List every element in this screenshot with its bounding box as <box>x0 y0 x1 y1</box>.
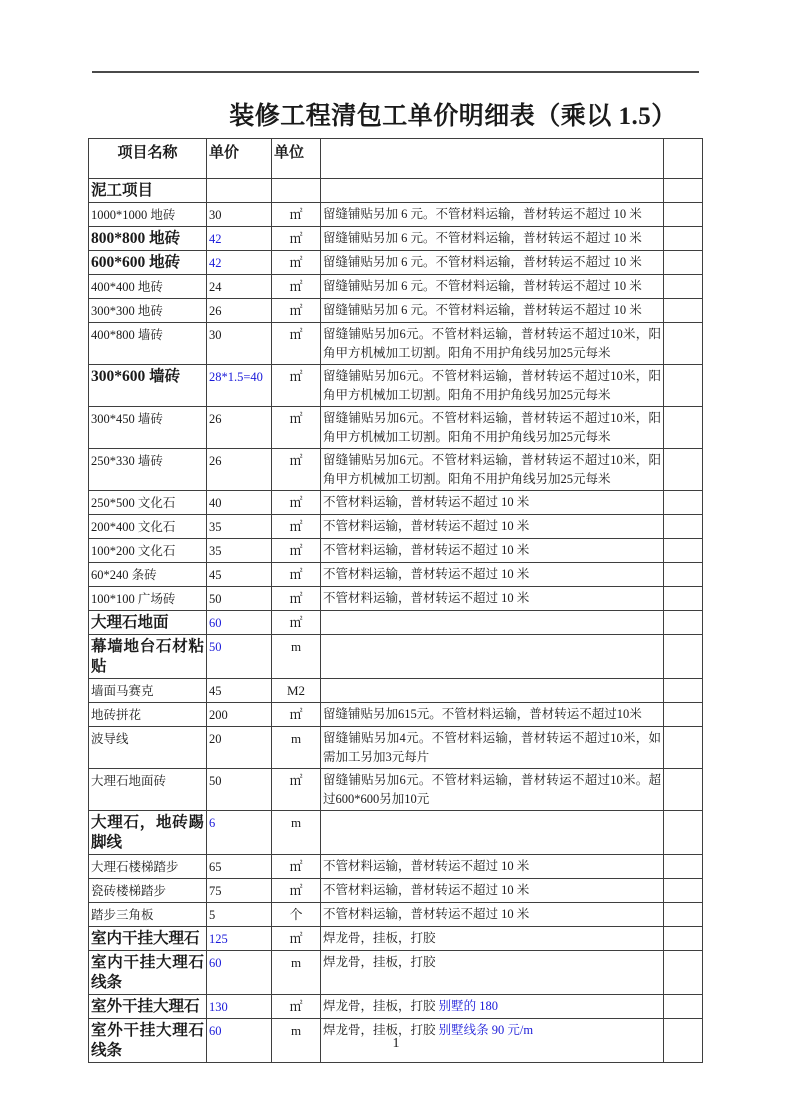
desc-text: 不管材料运输，普材转运不超过 10 米 <box>323 567 530 581</box>
desc-text: 留缝铺贴另加 6 元。不管材料运输，普材转运不超过 10 米 <box>323 231 642 245</box>
table-row <box>89 769 703 811</box>
desc-cell <box>321 539 664 563</box>
desc-cell <box>321 635 664 679</box>
desc-cell <box>321 903 664 927</box>
item-name-cell: 室外干挂大理石线条 <box>89 1019 207 1063</box>
item-name-cell: 踏步三角板 <box>89 903 207 927</box>
extra-cell <box>664 515 703 539</box>
extra-cell <box>664 299 703 323</box>
desc-cell <box>321 491 664 515</box>
table-row <box>89 811 703 855</box>
desc-cell <box>321 275 664 299</box>
item-name-cell: 大理石地面砖 <box>89 769 207 811</box>
unit-cell: m <box>272 951 321 995</box>
price-cell: 65 <box>207 855 272 879</box>
desc-text: 焊龙骨，挂板，打胶 <box>323 931 436 945</box>
unit-cell <box>272 179 321 203</box>
desc-blue-text: 别墅线条 90 元/m <box>438 1023 534 1037</box>
header-unit-price: 单价 <box>207 139 272 179</box>
price-cell: 60 <box>207 1019 272 1063</box>
desc-text: 不管材料运输，普材转运不超过 10 米 <box>323 519 530 533</box>
unit-cell: ㎡ <box>272 587 321 611</box>
desc-text: 留缝铺贴另加 6 元。不管材料运输，普材转运不超过 10 米 <box>323 207 642 221</box>
header-unit: 单位 <box>272 139 321 179</box>
unit-cell: ㎡ <box>272 879 321 903</box>
desc-text: 不管材料运输，普材转运不超过 10 米 <box>323 907 530 921</box>
extra-cell <box>664 491 703 515</box>
unit-cell: ㎡ <box>272 563 321 587</box>
table-row <box>89 275 703 299</box>
item-name-cell: 室外干挂大理石 <box>89 995 207 1019</box>
extra-cell <box>664 539 703 563</box>
item-name-cell: 大理石地面 <box>89 611 207 635</box>
table-row <box>89 855 703 879</box>
item-name-cell: 波导线 <box>89 727 207 769</box>
table-row <box>89 491 703 515</box>
extra-cell <box>664 995 703 1019</box>
item-name-cell: 大理石，地砖踢脚线 <box>89 811 207 855</box>
table-row <box>89 203 703 227</box>
desc-text: 留缝铺贴另加6元。不管材料运输，普材转运不超过10米，阳角甲方机械加工切割。阳角不用护角线另加25元每米 <box>323 327 661 360</box>
price-cell: 125 <box>207 927 272 951</box>
item-name-cell: 泥工项目 <box>89 179 207 203</box>
table-row <box>89 635 703 679</box>
desc-text: 不管材料运输，普材转运不超过 10 米 <box>323 495 530 509</box>
unit-cell: ㎡ <box>272 323 321 365</box>
unit-cell: m <box>272 727 321 769</box>
price-cell: 60 <box>207 611 272 635</box>
extra-cell <box>664 635 703 679</box>
desc-text: 留缝铺贴另加 6 元。不管材料运输，普材转运不超过 10 米 <box>323 255 642 269</box>
header-desc <box>321 139 664 179</box>
header-item-name: 项目名称 <box>89 139 207 179</box>
item-name-cell: 800*800 地砖 <box>89 227 207 251</box>
table-row <box>89 703 703 727</box>
desc-cell <box>321 515 664 539</box>
desc-cell <box>321 179 664 203</box>
extra-cell <box>664 769 703 811</box>
desc-cell <box>321 679 664 703</box>
table-row <box>89 539 703 563</box>
unit-cell: ㎡ <box>272 407 321 449</box>
page-number: 1 <box>392 1036 400 1051</box>
extra-cell <box>664 727 703 769</box>
desc-cell <box>321 299 664 323</box>
item-name-cell: 墙面马赛克 <box>89 679 207 703</box>
desc-text: 不管材料运输，普材转运不超过 10 米 <box>323 859 530 873</box>
unit-cell: ㎡ <box>272 515 321 539</box>
extra-cell <box>664 563 703 587</box>
desc-cell <box>321 703 664 727</box>
unit-cell: m <box>272 811 321 855</box>
table-row <box>89 927 703 951</box>
price-cell: 24 <box>207 275 272 299</box>
extra-cell <box>664 903 703 927</box>
price-cell: 75 <box>207 879 272 903</box>
item-name-cell: 200*400 文化石 <box>89 515 207 539</box>
desc-cell <box>321 927 664 951</box>
table-row <box>89 251 703 275</box>
price-cell: 200 <box>207 703 272 727</box>
item-name-cell: 60*240 条砖 <box>89 563 207 587</box>
price-cell: 40 <box>207 491 272 515</box>
desc-text: 留缝铺贴另加 6 元。不管材料运输，普材转运不超过 10 米 <box>323 279 642 293</box>
unit-cell: M2 <box>272 679 321 703</box>
extra-cell <box>664 811 703 855</box>
price-cell: 45 <box>207 679 272 703</box>
desc-text: 不管材料运输，普材转运不超过 10 米 <box>323 883 530 897</box>
item-name-cell: 1000*1000 地砖 <box>89 203 207 227</box>
desc-cell <box>321 407 664 449</box>
extra-cell <box>664 951 703 995</box>
desc-text: 不管材料运输，普材转运不超过 10 米 <box>323 543 530 557</box>
table-header-row <box>89 139 703 179</box>
desc-text: 不管材料运输，普材转运不超过 10 米 <box>323 591 530 605</box>
item-name-cell: 400*800 墙砖 <box>89 323 207 365</box>
unit-cell: ㎡ <box>272 203 321 227</box>
extra-cell <box>664 879 703 903</box>
price-cell: 26 <box>207 299 272 323</box>
table-row <box>89 563 703 587</box>
extra-cell <box>664 855 703 879</box>
item-name-cell: 地砖拼花 <box>89 703 207 727</box>
extra-cell <box>664 251 703 275</box>
price-cell: 50 <box>207 587 272 611</box>
unit-cell: ㎡ <box>272 227 321 251</box>
price-cell: 26 <box>207 407 272 449</box>
item-name-cell: 100*200 文化石 <box>89 539 207 563</box>
price-cell: 5 <box>207 903 272 927</box>
header-rule <box>92 71 699 73</box>
table-row <box>89 179 703 203</box>
item-name-cell: 室内干挂大理石线条 <box>89 951 207 995</box>
extra-cell <box>664 587 703 611</box>
item-name-cell: 400*400 地砖 <box>89 275 207 299</box>
price-cell: 45 <box>207 563 272 587</box>
extra-cell <box>664 407 703 449</box>
price-cell: 30 <box>207 323 272 365</box>
desc-cell <box>321 323 664 365</box>
unit-cell: ㎡ <box>272 703 321 727</box>
desc-cell <box>321 227 664 251</box>
desc-text: 留缝铺贴另加6元。不管材料运输，普材转运不超过10米，阳角甲方机械加工切割。阳角不用护角线另加25元每米 <box>323 369 661 402</box>
table-row <box>89 323 703 365</box>
unit-cell: ㎡ <box>272 491 321 515</box>
table-row <box>89 951 703 995</box>
price-cell: 26 <box>207 449 272 491</box>
desc-cell <box>321 587 664 611</box>
desc-text: 留缝铺贴另加615元。不管材料运输，普材转运不超过10米 <box>323 707 642 721</box>
table-row <box>89 365 703 407</box>
extra-cell <box>664 679 703 703</box>
item-name-cell: 250*330 墙砖 <box>89 449 207 491</box>
price-cell: 28*1.5=40 <box>207 365 272 407</box>
desc-text: 留缝铺贴另加6元。不管材料运输，普材转运不超过10米，阳角甲方机械加工切割。阳角不用护角线另加25元每米 <box>323 411 661 444</box>
page-title: 装修工程清包工单价明细表（乘以 1.5） <box>229 103 677 130</box>
table-row <box>89 227 703 251</box>
table-row <box>89 879 703 903</box>
item-name-cell: 300*300 地砖 <box>89 299 207 323</box>
unit-cell: ㎡ <box>272 449 321 491</box>
price-cell: 30 <box>207 203 272 227</box>
desc-text: 留缝铺贴另加6元。不管材料运输，普材转运不超过10米。超过600*600另加10元 <box>323 773 661 806</box>
unit-cell: ㎡ <box>272 995 321 1019</box>
table-body <box>89 179 703 1063</box>
price-cell: 42 <box>207 251 272 275</box>
desc-blue-text: 别墅的 180 <box>438 999 499 1013</box>
desc-cell <box>321 855 664 879</box>
desc-cell <box>321 563 664 587</box>
extra-cell <box>664 703 703 727</box>
extra-cell <box>664 203 703 227</box>
desc-cell <box>321 879 664 903</box>
desc-text: 留缝铺贴另加4元。不管材料运输，普材转运不超过10米，如需加工另加3元每片 <box>323 731 661 764</box>
unit-cell: ㎡ <box>272 611 321 635</box>
table-row <box>89 727 703 769</box>
price-cell: 6 <box>207 811 272 855</box>
unit-cell: m <box>272 635 321 679</box>
price-cell: 130 <box>207 995 272 1019</box>
item-name-cell: 100*100 广场砖 <box>89 587 207 611</box>
desc-text: 留缝铺贴另加6元。不管材料运输，普材转运不超过10米，阳角甲方机械加工切割。阳角不用护角线另加25元每米 <box>323 453 661 486</box>
desc-text: 焊龙骨，挂板，打胶 <box>323 955 436 969</box>
unit-cell: ㎡ <box>272 275 321 299</box>
item-name-cell: 600*600 地砖 <box>89 251 207 275</box>
unit-cell: ㎡ <box>272 365 321 407</box>
unit-cell: ㎡ <box>272 539 321 563</box>
item-name-cell: 300*450 墙砖 <box>89 407 207 449</box>
desc-cell <box>321 951 664 995</box>
extra-cell <box>664 365 703 407</box>
price-cell: 50 <box>207 635 272 679</box>
item-name-cell: 幕墙地台石材粘贴 <box>89 635 207 679</box>
desc-cell <box>321 995 664 1019</box>
header-extra <box>664 139 703 179</box>
unit-cell: 个 <box>272 903 321 927</box>
desc-cell <box>321 727 664 769</box>
table-row <box>89 449 703 491</box>
extra-cell <box>664 275 703 299</box>
desc-cell <box>321 811 664 855</box>
unit-cell: ㎡ <box>272 251 321 275</box>
table-row <box>89 679 703 703</box>
table-row <box>89 611 703 635</box>
item-name-cell: 250*500 文化石 <box>89 491 207 515</box>
extra-cell <box>664 323 703 365</box>
unit-cell: ㎡ <box>272 299 321 323</box>
desc-cell <box>321 203 664 227</box>
extra-cell <box>664 611 703 635</box>
desc-cell <box>321 611 664 635</box>
desc-text: 焊龙骨，挂板，打胶 <box>323 1023 439 1037</box>
extra-cell <box>664 449 703 491</box>
unit-cell: m <box>272 1019 321 1063</box>
price-cell: 42 <box>207 227 272 251</box>
price-cell: 50 <box>207 769 272 811</box>
price-cell: 35 <box>207 515 272 539</box>
price-cell: 35 <box>207 539 272 563</box>
unit-cell: ㎡ <box>272 769 321 811</box>
item-name-cell: 大理石楼梯踏步 <box>89 855 207 879</box>
desc-cell <box>321 769 664 811</box>
table-row <box>89 407 703 449</box>
table-row <box>89 515 703 539</box>
unit-cell: ㎡ <box>272 855 321 879</box>
desc-cell <box>321 365 664 407</box>
price-table <box>88 138 703 1063</box>
item-name-cell: 瓷砖楼梯踏步 <box>89 879 207 903</box>
table-row <box>89 299 703 323</box>
table-row <box>89 995 703 1019</box>
table-row <box>89 587 703 611</box>
extra-cell <box>664 179 703 203</box>
desc-cell <box>321 251 664 275</box>
price-cell: 20 <box>207 727 272 769</box>
unit-cell: ㎡ <box>272 927 321 951</box>
extra-cell <box>664 227 703 251</box>
desc-text: 留缝铺贴另加 6 元。不管材料运输，普材转运不超过 10 米 <box>323 303 642 317</box>
price-cell <box>207 179 272 203</box>
item-name-cell: 室内干挂大理石 <box>89 927 207 951</box>
desc-text: 焊龙骨，挂板，打胶 <box>323 999 439 1013</box>
desc-cell <box>321 449 664 491</box>
price-cell: 60 <box>207 951 272 995</box>
table-row <box>89 903 703 927</box>
extra-cell <box>664 927 703 951</box>
item-name-cell: 300*600 墙砖 <box>89 365 207 407</box>
